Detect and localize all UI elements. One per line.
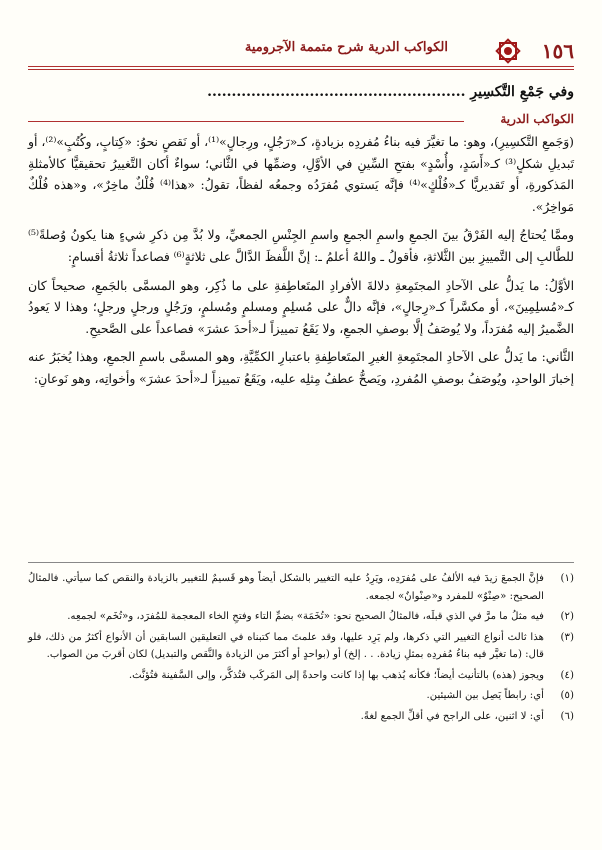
footnote-text: فإنَّ الجمعَ زيدَ فيه الألفُ على مُفرَدِه، ويَرِدُ عليه التغيير بالشكل أيضاً وهو قَسيمٌ للتغيير بالزيادة والنقص كما سيأتي. فالمثالُ الصحيح: «صِنْوٌ» للمفرد و«صِنْوانٌ» لجمعه. (28, 573, 544, 602)
section-rule (28, 121, 464, 122)
footnote (28, 687, 574, 705)
header-rule (28, 66, 574, 67)
running-title: الكواكب الدرية شرح متممة الآجرومية (244, 40, 448, 55)
footnote (28, 708, 574, 726)
footnote (28, 629, 574, 664)
paragraph: (وَجَمعِ التَّكسِيرِ)، وهو: ما تغيَّرَ فيه بناءُ مُفردِه بزيادةٍ، كـ«رَجُلٍ، ورِجالٍ»⁽¹⁾، أو نَقصٍ نحوُ: «كِتابٍ، وكُتُبٍ»⁽²⁾، أو تَبديلِ شكلٍ⁽³⁾ كـ«أَسَدٍ، وأُسْدٍ» بفتحِ السِّينِ في الأوَّلِ، وضمِّها في الثَّاني؛ سواءٌ أكان التَّغييرُ تحقيقيًّا كالأمثلةِ المَذكورةِ، أو تَقديريًّا كـ«فُلْكٍ»⁽⁴⁾ فإنَّه يَستوي مُفرَدُه وجمعُه لفظاً، تقولُ: «هذا⁽⁴⁾ فُلْكٌ ماخِرٌ»، و«هذه فُلْكٌ مَواخِرُ». (28, 135, 574, 214)
footnote-number: (٥) (560, 690, 574, 701)
main-text (28, 132, 574, 398)
footnote-text: ويجوز (هذه) بالتأنيث أيضاً؛ فكأنه يُذهب بها إذا كانت واحدةً إلى المَركَب فتُذكَّر، وإلى السَّفينة فتُؤنَّث. (128, 669, 544, 681)
footnote (28, 570, 574, 605)
paragraph: الأوَّلُ: ما يَدلُّ على الآحادِ المجتَمِعةِ دلالةَ الأفرادِ المتَعاطِفةِ على ما ذُكِر، وهو المسمَّى بالجَمعِ، صحيحاً كان كـ«مُسلِمِينَ»، أو مكسَّراً كـ«رِجالٍ»، فإنَّه دالٌّ على مُسلِمٍ ومسلمٍ ومُسلمٍ، ورَجُلٍ ورجلٍ ورجلٍ؛ وهذا لا يَعودُ الضَّميرُ إليه مُفرَداً، ولا يُوصَفُ إلَّا بوصفِ الجمعِ، ولا يَقَعُ تمييزاً لـ«أحدَ عشرَ» فصاعداً على الصَّحيحِ. (28, 278, 574, 336)
section-label: الكواكب الدرية (500, 112, 574, 126)
footnote-number: (٦) (560, 710, 574, 722)
footnote (28, 608, 574, 626)
footnote-text: فيه مثلُ ما مرَّ في الذي قبلَه، فالمثالُ الصحيح نحو: «تُخَمَة» بضمِّ التاء وفتحِ الخاء المعجمة للمُفرَد، و«تُخَم» لجمعِه. (67, 611, 544, 622)
star-ornament-icon (494, 37, 522, 65)
paragraph: الثَّاني: ما يَدلُّ على الآحادِ المجتَمِعةِ الغيرِ المتَعاطِفةِ باعتبارِ الكمِّيَّةِ، وهو المسمَّى باسمِ الجمعِ، وهذا يُخبَرُ عنه إخبارَ الواحدِ، ويُوصَفُ بوصفِ المُفردِ، ويَصحُّ عطفُ مِثلِه عليه، ويَقَعُ تمييزاً لـ«أحدَ عشرَ» وأخواتِه، وهو نَوعانِ: (28, 350, 574, 386)
footnote-number: (٣) (560, 631, 574, 643)
matn-quote: وفي جَمْعِ التَّكسِيرِ ..................................................... (207, 84, 574, 100)
footnote-text: أي: رابطاً يَصِل بين الشيئين. (426, 690, 544, 701)
footnote-text: أي: لا اثنين، على الراجح في أقلِّ الجمع لغةً. (360, 710, 544, 722)
paragraph: وممَّا يُحتاجُ إليه الفَرْقُ بينَ الجمعِ واسمِ الجمعِ واسمِ الجِنْسِ الجمعيِّ، ولا بُدَّ مِن ذكرِ شيءٍ هنا يكونُ وُصلةً⁽⁵⁾ للطَّالبِ إلى التَّمييزِ بين الثَّلاثةِ، فأقولُ ـ واللهُ أعلمُ ـ: إنَّ اللَّفظَ الدَّالَّ على ثلاثةٍ⁽⁶⁾ فصاعداً ثلاثةُ أقسامٍ: (28, 228, 574, 264)
page-header (28, 36, 574, 70)
section-heading (28, 108, 574, 130)
footnote-number: (٤) (560, 669, 574, 681)
footnote-number: (٢) (560, 611, 574, 622)
footnote-number: (١) (560, 573, 574, 584)
footnotes (28, 570, 574, 728)
header-rule-thin (28, 69, 574, 70)
footnote (28, 667, 574, 685)
footnote-separator (28, 562, 574, 563)
footnote-text: هذا ثالث أنواع التغيير التي ذكرها، ولم يَرِد عليها، وقد علمتَ مما كتبناه في التعليقين السابقين أن الأنواع أكثرُ من ذلك، فلو قال: (ما تغيَّر فيه بناءُ مُفردِه بمثلِ زيادة. . . إلخ) أو (بواحدٍ أو أكثرَ من الزيادة والنَّقص والتبديل) لكان أقربَ من الصواب. (28, 631, 544, 660)
page-number: ١٥٦ (541, 39, 574, 63)
